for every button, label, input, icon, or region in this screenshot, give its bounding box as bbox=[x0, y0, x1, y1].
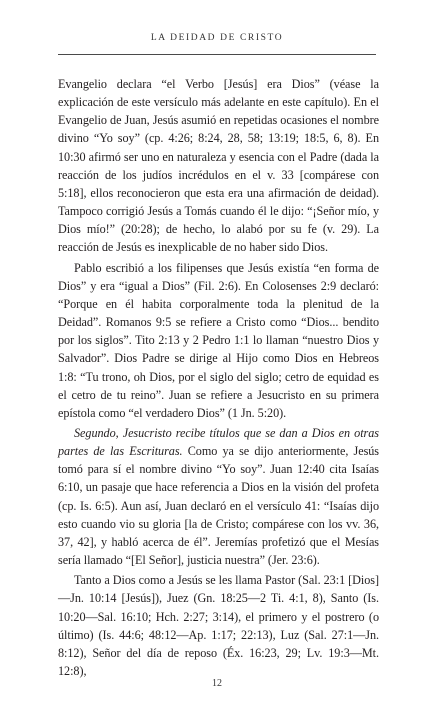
paragraph-3 bbox=[58, 424, 379, 569]
paragraph-4-text: Tanto a Dios como a Jesús se les llama Pastor (Sal. 23:1 [Dios]—Jn. 10:14 [Jesús]), Juez (Gn. 18:25—2 Ti. 4:1, 8), Santo (Is. 10:20—Sal. 16:10; Hch. 2:27; 3:14), el primero y el postrero (o último) (Is. 44:6; 48:12—Ap. 1:17; 22:13), Luz (Sal. 27:1—Jn. 8:12), Señor del día de reposo (Éx. 16:23, 29; Lv. 19:3—Mt. 12:8), bbox=[58, 573, 379, 678]
paragraph-1 bbox=[58, 75, 379, 257]
paragraph-2 bbox=[58, 259, 379, 422]
paragraph-1-text: Evangelio declara “el Verbo [Jesús] era Dios” (véase la explicación de este versículo más adelante en este capítulo). En el Evangelio de Juan, Jesús asumió en repetidas ocasiones el nombre divino “Yo soy” (cp. 4:26; 8:24, 28, 58; 13:19; 18:5, 6, 8). En 10:30 afirmó ser uno en naturaleza y esencia con el Padre (dada la reacción de los judíos incrédulos en el v. 33 [compárese con 5:18], ellos reconocieron que esta era una afirmación de deidad). Tampoco corrigió Jesús a Tomás cuando él le dijo: “¡Señor mío, y Dios mío!” (20:28); de hecho, lo alabó por su fe (v. 29). La reacción de Jesús es inexplicable de no haber sido Dios. bbox=[58, 77, 379, 255]
paragraph-3-text: Como ya se dijo anteriormente, Jesús tomó para sí el nombre divino “Yo soy”. Juan 12:40 cita Isaías 6:10, un pasaje que hace referencia a Dios en la visión del profeta (cp. Is. 6:5). Aun así, Juan declaró en el versículo 41: “Isaías dijo esto cuando vio su gloria [la de Cristo; compárese con los vv. 36, 37, 42], y habló acerca de él”. Jeremías profetizó que el Mesías sería llamado “[El Señor], justicia nuestra” (Jer. 23:6). bbox=[58, 444, 379, 568]
header-rule bbox=[58, 54, 376, 55]
paragraph-4 bbox=[58, 571, 379, 680]
page-number: 12 bbox=[212, 678, 222, 689]
running-head: LA DEIDAD DE CRISTO bbox=[150, 33, 284, 43]
paragraph-2-text: Pablo escribió a los filipenses que Jesús existía “en forma de Dios” y era “igual a Dios” (Fil. 2:6). En Colosenses 2:9 declaró: “Porque en él habita corporalmente toda la plenitud de la Deidad”. Romanos 9:5 se refiere a Cristo como “Dios... bendito por los siglos”. Tito 2:13 y 2 Pedro 1:1 lo llaman “nuestro Dios y Salvador”. Dios Padre se dirige al Hijo como Dios en Hebreos 1:8: “Tu trono, oh Dios, por el siglo del siglo; cetro de equidad es el cetro de tu reino”. Juan se refiere a Jesucristo en su primera epístola como “el verdadero Dios” (1 Jn. 5:20). bbox=[58, 260, 379, 420]
paragraph-3-lead: Segundo, Jesucristo recibe títulos que se dan a Dios en otras partes de las Escrituras. bbox=[58, 425, 379, 459]
body-text bbox=[58, 75, 379, 680]
